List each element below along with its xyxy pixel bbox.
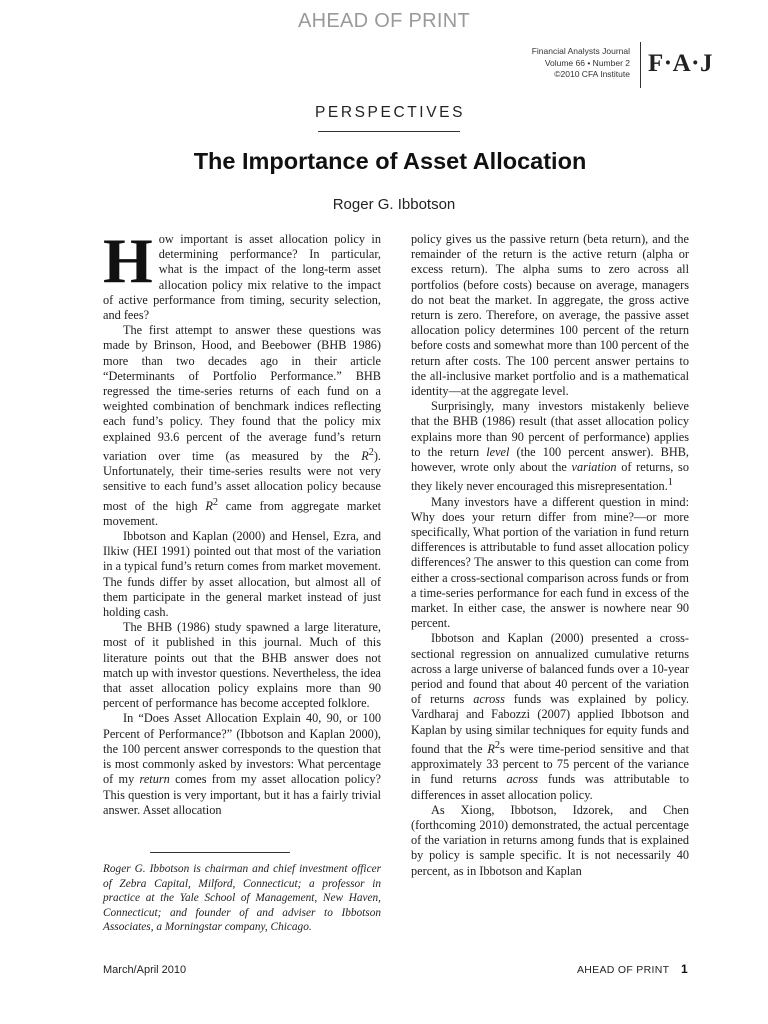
- article-title: The Importance of Asset Allocation: [193, 148, 587, 174]
- paragraph-text: ow important is asset allocation policy in determining performance? In particular, what is the impact of the long-term asset allocation policy mix relative to the impact of active performance from timing, security selection, and fees?: [103, 232, 381, 323]
- paragraph: [103, 323, 381, 529]
- paragraph-text: The first attempt to answer these questions was made by Brinson, Hood, and Beebower (BHB 1986) more than two decades ago in their article “Determinants of Portfolio Performance.” BHB regressed the time-series returns of each fund on a weighted combination of benchmark indices reflecting each fund’s policy. They found that the policy mix explained 93.6 percent of the average fund’s return variation over time (as measured by the: [103, 323, 381, 463]
- journal-copyright: ©2010 CFA Institute: [554, 69, 630, 79]
- paragraph: Many investors have a different question in mind: Why does your return differ from mine?—or more specifically, What portion of the variation in fund return differences is attributable to fund asset allocation policy differences? The answer to this question can come from either a cross-sectional comparison across funds or from a time-series performance for each fund in excess of the market. In either case, the answer is nowhere near 90 percent.: [411, 494, 689, 631]
- paragraph-text: ). Unfortunately, their time-series results were not very sensitive to each fund’s asset allocation policy because most of the high: [103, 448, 381, 513]
- paragraph-text: Ibbotson and Kaplan (2000) presented a cross-sectional regression on annualized cumulative returns across a large universe of balanced funds over a 10-year period and found that about 40 percent of the variation of returns: [411, 631, 689, 707]
- paragraph: Ibbotson and Kaplan (2000) and Hensel, Ezra, and Ilkiw (HEI 1991) pointed out that most of the variation in a typical fund’s return comes from market movement. The funds differ by asset allocation, but almost all of them participate in the general market instead of just holding cash.: [103, 529, 381, 620]
- paragraph-text: of returns, so they likely never encouraged this misrepresentation.: [411, 460, 689, 494]
- right-column: [411, 232, 689, 879]
- paragraph-text: funds was attributable to differences in asset allocation policy.: [411, 772, 689, 802]
- journal-info: [532, 46, 630, 81]
- paragraph: policy gives us the passive return (beta return), and the remainder of the return is the active return (alpha or excess return). The alpha sums to zero across all portfolios (before costs) because on average, managers do not beat the market. In aggregate, the gross active return is zero. Therefore, on average, the passive asset allocation policy determines 100 percent of the return before costs and somewhat more than 100 percent of the return after costs. The 100 percent answer pertains to the all-inclusive market portfolio and is a mathematical identity—at the aggregate level.: [411, 232, 689, 399]
- paragraph: As Xiong, Ibbotson, Idzorek, and Chen (forthcoming 2010) demonstrated, the actual percentage of the variation in returns among funds that is explained by policy is sample specific. It is not necessarily 40 percent, as in Ibbotson and Kaplan: [411, 802, 689, 878]
- paragraph-text: Surprisingly, many investors mistakenly believe that the BHB (1986) result (that asset allocation policy explains more than 90 percent of performance) applies to the return: [411, 399, 689, 459]
- footnote-marker[interactable]: 1: [667, 477, 673, 489]
- paragraph: [103, 225, 381, 323]
- left-column: [103, 225, 382, 818]
- page-number: 1: [681, 962, 688, 976]
- journal-volume: Volume 66 • Number 2: [544, 57, 630, 68]
- emphasis: across: [473, 692, 505, 707]
- r-squared-symbol: R: [205, 498, 213, 513]
- paragraph-text: (the 100 percent answer). BHB, however, wrote only about the: [411, 444, 689, 475]
- section-label: PERSPECTIVES: [314, 104, 466, 121]
- paragraph: [411, 631, 689, 802]
- footer-status: AHEAD OF PRINT: [577, 964, 670, 976]
- paragraph: The BHB (1986) study spawned a large literature, most of it published in this journal. Much of this literature points out that the BHB answer does not match up with investor questions. Nevertheless, the idea that asset allocation policy explains more than 90 percent of performance has become accepted folklore.: [103, 620, 381, 711]
- paragraph-text: In “Does Asset Allocation Explain 40, 90, or 100 Percent of Performance?” (Ibbotson and Kaplan 2000), the 100 percent answer corresponds to the question that is most commonly asked by investors: What percentage of my: [103, 711, 381, 787]
- emphasis: level: [486, 444, 510, 459]
- superscript: 2: [212, 496, 218, 508]
- superscript: 2: [368, 446, 374, 458]
- journal-name: Financial Analysts Journal: [531, 46, 630, 56]
- ahead-of-print-banner: AHEAD OF PRINT: [298, 10, 470, 32]
- emphasis: across: [506, 772, 539, 787]
- superscript: 2: [494, 739, 501, 751]
- drop-cap: H: [103, 225, 153, 296]
- paragraph: [103, 711, 381, 817]
- paragraph: [411, 399, 689, 494]
- r-squared-symbol: R: [487, 741, 495, 756]
- paragraph-text: came from aggregate market movement.: [103, 498, 381, 528]
- footnote-rule: [150, 852, 290, 853]
- article-author: Roger G. Ibbotson: [332, 196, 456, 213]
- emphasis: variation: [571, 460, 617, 475]
- paragraph-text: comes from my asset allocation policy? This question is very important, but it has a fairly trivial answer. Asset allocation: [103, 772, 382, 817]
- paragraph-text: s were time-period sensitive and that approximately 33 percent to 75 percent of the variance in fund returns: [411, 741, 690, 787]
- section-rule: [318, 131, 460, 132]
- paragraph-text: funds was explained by policy. Vardharaj and Fabozzi (2007) applied Ibbotson and Kaplan by using similar techniques for equity funds and found that the: [411, 692, 689, 756]
- author-note: Roger G. Ibbotson is chairman and chief investment officer of Zebra Capital, Milford, Connecticut; a professor in practice at the Yale School of Management, New Haven, Connecticut; and founder of and adviser to Ibbotson Associates, a Morningstar company, Chicago.: [103, 863, 381, 934]
- emphasis: return: [139, 772, 170, 787]
- faj-logo: F·A·J: [648, 50, 713, 77]
- header-divider: [640, 42, 641, 88]
- r-squared-symbol: R: [361, 448, 369, 463]
- footer-date: March/April 2010: [103, 964, 187, 976]
